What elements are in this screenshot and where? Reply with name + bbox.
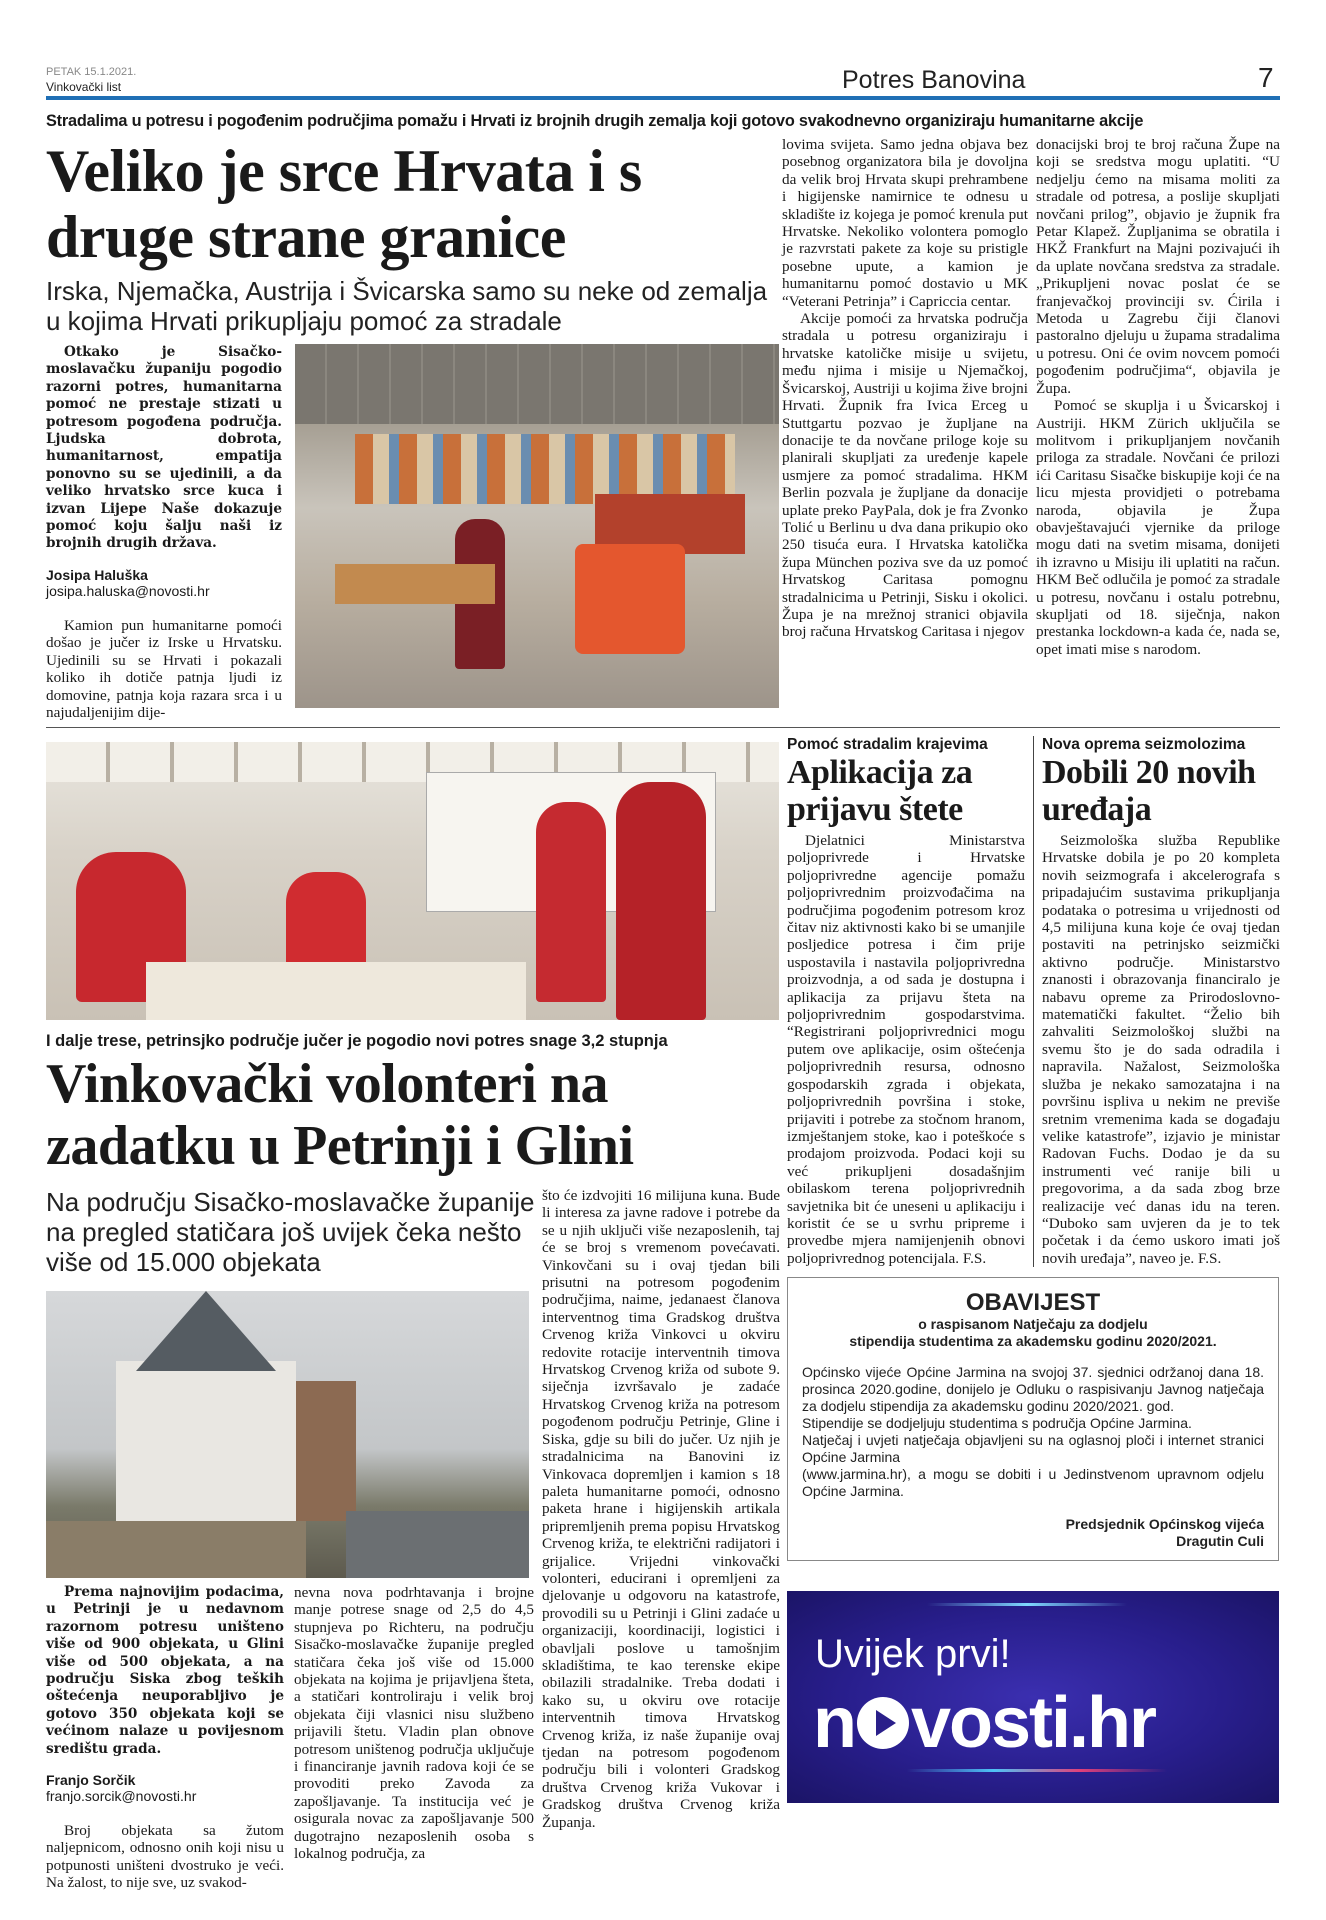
article1-lede-column (46, 344, 282, 721)
notice-signature-name: Dragutin Culi (1176, 1533, 1264, 1550)
issue-date: PETAK 15.1.2021. (46, 66, 137, 78)
article2-headline: Vinkovački volonteri na zadatku u Petrinji i Glini (46, 1053, 634, 1177)
section-title: Potres Banovina (842, 66, 1026, 94)
notice-paragraph-1: Općinsko vijeće Općine Jarmina na svojoj 37. sjednici održanoj dana 18. prosinca 2020.godine, donijelo je Odluku o raspisivanju Javnog natječaja za dodjelu stipendija za akademsku godinu 2020/2021. god. (802, 1364, 1264, 1415)
article1-main (46, 136, 779, 721)
article4-body: Seizmološka služba Republike Hrvatske dobila je po 20 kompleta novih seizmografa i akcelerografa s pripadajućim sustavima prikupljanja podataka o potresima u vrijednosti od 4,5 milijuna kuna koje će ovaj tjedan postaviti na petrinjsko seizmički aktivno područje. Ministarstvo znanosti i obrazovanja financiralo je nabavu opreme za Prirodoslovno-matematički fakultet. “Želio bih zahvaliti Seizmološkoj službi na svemu što je do sada odradila i napravila. Nažalost, Seizmološka služba je nekako samozatajna i na površinu ispliva u nekim ne previše sretnim vremenima kada se događaju velike katastrofe”, izjavio je ministar Radovan Fuchs. Dodao je da su instrumenti već ranije bili u pregovorima, a da sada zbog brze realizacije već danas idu na teren. “Duboko sam uvjeren da je to tek početak i da ćemo uskoro imati još novih uređaja”, naveo je. F.S. (1042, 832, 1280, 1267)
article4 (1034, 736, 1280, 1267)
article1-author: Josipa Haluška (46, 566, 148, 583)
notice-paragraph-4: (www.jarmina.hr), a mogu se dobiti i u Jedinstvenom upravnom odjelu Općine Jarmina. (802, 1466, 1264, 1500)
notice-paragraph-2: Stipendije se dodjeljuju studentima s područja Općine Jarmina. (802, 1415, 1192, 1432)
article2-author: Franjo Sorčik (46, 1772, 136, 1789)
notice-paragraph-3: Natječaj i uvjeti natječaja objavljeni su na oglasnoj ploči i internet stranici Općine Jarmina (802, 1432, 1264, 1466)
notice-signature-role: Predsjednik Općinskog vijeća (1065, 1516, 1264, 1533)
page-number: 7 (1258, 62, 1274, 93)
article3-headline: Aplikacija za prijavu štete (787, 754, 973, 828)
notice-title: OBAVIJEST (965, 1289, 1101, 1317)
article1-headline: Veliko je srce Hrvata i s druge strane granice (46, 138, 642, 270)
article2-email[interactable]: franjo.sorcik@novosti.hr (46, 1788, 197, 1805)
article3-body: Djelatnici Ministarstva poljoprivrede i Hrvatske poljoprivredne agencije pomažu poljoprivrednim proizvođačima na područjima pogođenim potresom kroz čitav niz aktivnosti kako bi se umanjile posljedice potresa i čim prije uspostavila i nastavila poljoprivredna proizvodnja, a od sada je dostupna i aplikacija za prijavu šteta na poljoprivrednim gospodarstvima. “Registrirani poljoprivrednici mogu putem ove aplikacije, osim oštećenja poljoprivrednih resursa, odnosno gospodarskih zgrada i objekata, poljoprivrednih površina i stoke, prijaviti i potrebe za stočnom hranom, izmještanjem stoke, kao i poteškoće s prodajom proizvoda. Podaci koji su već prikupljeni dosadašnjim obilaskom terena poljoprivrednih savjetnika bit će uneseni u aplikaciju i koristit će se u svrhu pripreme i provedbe mjera namijenjenih obnovi poljoprivrednog potencijala. F.S. (787, 832, 1025, 1267)
article1-photo-warehouse (295, 344, 779, 708)
article2-column2 (294, 1584, 534, 1863)
article1-kicker: Stradalima u potresu i pogođenim područjima pomažu i Hrvati iz brojnih drugih zemalja koji gotovo svakodnevno organiziraju humanitarne akcije (46, 112, 1144, 130)
article1-body-col1: Kamion pun humanitarne pomoći došao je jučer iz Irske u Hrvatsku. Ujedinili su se Hrvati i pokazali koliko ih dotiče patnja ljudi iz domovine, patnja koja razara srca i u najudaljenijim dije- (46, 616, 282, 721)
article4-headline: Dobili 20 novih uređaja (1042, 754, 1256, 828)
article1-column2 (782, 136, 1028, 641)
article3 (787, 736, 1034, 1267)
article1-body-col2a: lovima svijeta. Samo jedna objava bez posebnog organizatora bila je dovoljna da velik broj Hrvata skupi prehrambene i higijenske namirnice te odnesu u skladište iz kojega je pomoć krenula put Hrvatske. Nekoliko volontera pomoglo je razvrstati pakete za koje su pristigle posebne upute, a kamion je humanitarnu pomoć dostavio u MK “Veterani Petrinja” i Capriccia centar. (782, 136, 1028, 310)
ad-brand (813, 1683, 1156, 1764)
article2-body-col3: što će izdvojiti 16 milijuna kuna. Bude li interesa za javne radove i potrebe da se u njih uključi više nezaposlenih, taj će se broj s vremenom povećavati. Vinkovčani su i ovaj tjedan bili prisutni na potresom pogođenim područjima, naime, jedanaest članova interventnog tima Gradskog društva Crvenog križa Vinkovci u okviru redovite rotacije interventnih timova Hrvatskog Crvenog križa od subote 9. siječnja izvršavalo je zadaće Hrvatskog Crvenog križa na potresom pogođenom području Petrinje, Gline i Siska, gdje su bili do jučer. Uz njih je stradalnicima na Banovini iz Vinkovaca dopremljen i kamion s 18 paleta humanitarne pomoći, odnosno paketa hrane i higijenskih artikala pripremljenih prema popisu Hrvatskog Crvenog križa, te električni radijatori i grijalice. Vrijedni vinkovački volonteri, educirani i opremljeni za djelovanje u odgovoru na katastrofe, provodili su u Petrinji i Glini zadaće u organizaciji, koordinaciji, logistici i obavljali poslove u tamošnjim skladištima, te kao terenske ekipe obilazili stradalnike. Treba dodati i kako su, u okviru ove rotacije interventnih timova Hrvatskog Crvenog križa, iz naše županije ovaj tjedan na potresom pogođenom području bili i volonteri Gradskog društva Crvenog križa Vukovar i Gradskog društva Crvenog križa Županja. (542, 1187, 780, 1831)
header-rule (46, 96, 1280, 100)
article1-email[interactable]: josipa.haluska@novosti.hr (46, 582, 210, 599)
notice-subtitle-1: o raspisanom Natječaju za dodjelu (918, 1316, 1148, 1333)
article1-body-col3b: Pomoć se skuplja i u Švicarskoj i Austriji. HKM Zürich uključila se molitvom i prikupljanjem novčanih priloga za stradale. Novčani će prilozi ići Caritasu Sisačke biskupije koji će na licu mjesta providjeti o potrebama naroda, objavila je Župa obavještavajući vjernike da priloge mogu dati na svetim misama, donijeti ih izravno u Misiju ili uplatiti na račun. HKM Beč odlučila je pomoć za stradale u potresu, novčanu i ostalu potrebnu, skupljati od 18. siječnja, nakon prestanka lockdown-a kada će, nada se, opet imati mise s narodom. (1036, 397, 1280, 658)
article3-kicker: Pomoć stradalim krajevima (787, 736, 988, 753)
ad-brand-prefix: n (813, 1683, 855, 1764)
article2 (46, 742, 780, 1892)
article1 (46, 112, 1280, 721)
article2-subheadline: Na području Sisačko-moslavačke županije na pregled statičara još uvijek čeka nešto više od 15.000 objekata (46, 1187, 535, 1277)
article1-column3 (1036, 136, 1280, 658)
ad-brand-suffix: vosti.hr (910, 1683, 1156, 1764)
article2-column1 (46, 1584, 284, 1892)
article1-body-col3a: donacijski broj te broj računa Župe na koji se sredstva mogu uplatiti. “U nedjelju ćemo na misama moliti za stradale od potresa, a poslije skupljati novčani prilog”, objavio je župnik fra Petar Klapež. Župljanima se obratila i HKŽ Frankfurt na Majni pozivajući ih da uplate novčana sredstva za stradale. „Prikupljeni novac poslat će se franjevačkoj provinciji sv. Ćirila i Metoda u Zagrebu čiji članovi pastoralno djeluju u župama stradalima u potresu. Oni će ovim novcem pomoći pogođenim područjima“, objavila je Župa. (1036, 136, 1280, 397)
ad-tagline: Uvijek prvi! (815, 1632, 1011, 1677)
article1-lede: Otkako je Sisačko-moslavačku županiju pogodio razorni potres, humanitarna pomoć ne prestaje stizati u potresom pogođena područja. Ljudska dobrota, humanitarnost, empatija ponovno su se ujedinili, a da veliko hrvatsko srce kuca i izvan Lijepe Naše dokazuje pomoć koju šalju naši iz brojnih drugih država. (46, 344, 282, 552)
article1-subheadline: Irska, Njemačka, Austrija i Švicarska samo su neke od zemalja u kojima Hrvati prikupljaju pomoć za stradale (46, 276, 768, 336)
article2-lede: Prema najnovijim podacima, u Petrinji je u nedavnom razornom potresu uništeno više od 900 objekata, u Glini više od 500 objekata, a na području Siska zbog teških oštećenja neuporabljivo je gotovo 350 objekata koji se većinom nalaze u povijesnom središtu grada. (46, 1584, 284, 1757)
section-divider (46, 727, 1280, 728)
paper-name: Vinkovački list (46, 80, 122, 94)
article2-kicker: I dalje trese, petrinsjko područje jučer je pogodio novi potres snage 3,2 stupnja (46, 1032, 668, 1050)
article2-photo-damaged-house (46, 1291, 529, 1578)
article1-body-col2b: Akcije pomoći za hrvatska područja stradala u potresu organiziraju i hrvatske katoličke misije u svijetu, među njima i misije u Njemačkoj, Švicarskoj, Austriji u kojima žive brojni Hrvati. Župnik fra Ivica Erceg u Stuttgartu pozvao je župljane na donacije te da novčane priloge koje su planirali skupljati za uređenje kapele usmjere za pomoć stradalima. HKM Berlin pozvala je župljane da donacije uplate preko PayPala, dok je fra Zvonko Tolić u Berlinu u dva dana prikupio oko 250 tisuća eura. I Hrvatska katolička župa München poziva sve da uz pomoć Hrvatskog Caritasa pomognu stradalnicima u Petrinji, Sisku i okolici. Župa je na mrežnoj stranici objavila broj računa Hrvatskog Caritasa i njegov (782, 310, 1028, 641)
article2-column3 (542, 1187, 780, 1831)
notice-subtitle-2: stipendija studentima za akademsku godinu 2020/2021. (849, 1333, 1217, 1350)
article2-main (46, 1187, 536, 1892)
article2-body-col2: nevna nova podrhtavanja i brojne manje potrese snage od 2,5 do 4,5 stupnjeva po Richteru, na području Sisačko-moslavačke županije pregled statičara čeka još više od 15.000 objekata na kojima je prijavljena šteta, a statičari kontroliraju i velik broj objekata čiji vlasnici nisu službeno prijavili štetu. Vladin plan obnove potresom uništenog područja uključuje i financiranje javnih radova koji će se provoditi preko Zavoda za zapošljavanje. Ta institucija već je osigurala novac za zapošljavanje 500 dugotrajno nezaposlenih osoba s lokalnog područja, za (294, 1584, 534, 1863)
play-icon (857, 1697, 909, 1749)
right-column (787, 736, 1280, 1803)
article2-body-col1: Broj objekata sa žutom naljepnicom, odnosno onih koji nisu u potpunosti uništeni dvostruko je veći. Na žalost, to nije sve, uz svakod- (46, 1822, 284, 1892)
article2-photo-red-cross (46, 742, 779, 1020)
article4-kicker: Nova oprema seizmolozima (1042, 736, 1246, 753)
novosti-ad-banner[interactable] (787, 1591, 1279, 1803)
notice-box (787, 1277, 1279, 1561)
